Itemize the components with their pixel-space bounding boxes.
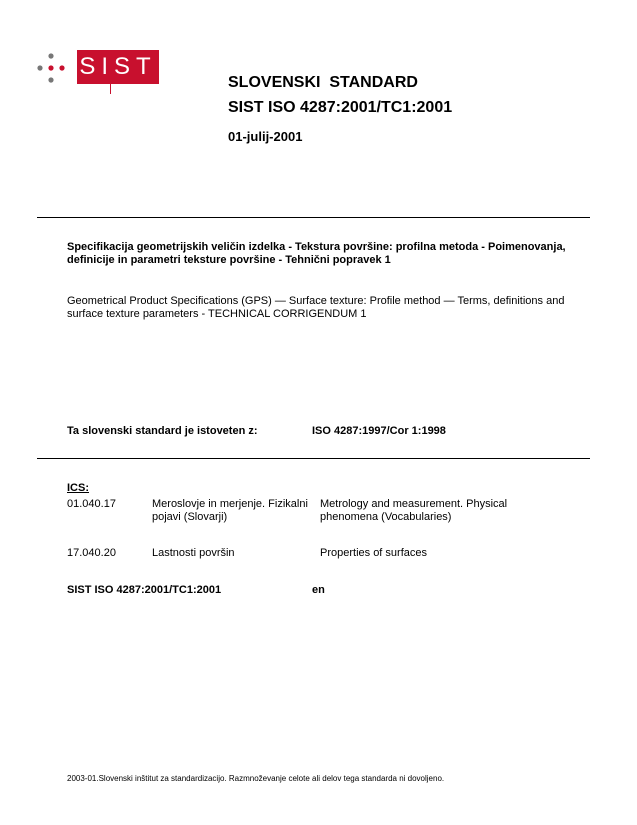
divider-top: [37, 217, 590, 218]
ics-description-en: Properties of surfaces: [320, 547, 427, 559]
ics-description-sl: Lastnosti površin: [152, 547, 235, 559]
footer-copyright: 2003-01.Slovenski inštitut za standardizacijo. Razmnoževanje celote ali delov tega standarda ni dovoljeno.: [67, 774, 445, 783]
standard-type-title: SLOVENSKI STANDARD: [228, 74, 418, 91]
divider-middle: [37, 458, 590, 459]
ics-code: 01.040.17: [67, 498, 116, 510]
sist-logo: SIST: [77, 50, 159, 84]
ics-description-sl: Meroslovje in merjenje. Fizikalni pojavi (Slovarji): [152, 498, 308, 523]
ics-description-en: Metrology and measurement. Physical phenomena (Vocabularies): [320, 498, 508, 523]
standard-code: SIST ISO 4287:2001/TC1:2001: [228, 99, 453, 116]
title-slovenian: Specifikacija geometrijskih veličin izdelka - Tekstura površine: profilna metoda - Poimenovanja, definicije in parametri teksture površine - Tehnični popravek 1: [67, 241, 566, 266]
reference-language: en: [312, 584, 325, 596]
equivalence-value: ISO 4287:1997/Cor 1:1998: [312, 425, 446, 437]
logo-dots-icon: [34, 52, 74, 86]
ics-code: 17.040.20: [67, 547, 116, 559]
equivalence-label: Ta slovenski standard je istoveten z:: [67, 425, 258, 437]
title-english: Geometrical Product Specifications (GPS) — Surface texture: Profile method — Terms, definitions and surface texture parameters - TECHNICAL CORRIGENDUM 1: [67, 295, 565, 320]
logo-line: [110, 84, 111, 94]
reference-code: SIST ISO 4287:2001/TC1:2001: [67, 584, 222, 596]
ics-heading: ICS:: [67, 482, 89, 494]
standard-date: 01-julij-2001: [228, 129, 303, 144]
